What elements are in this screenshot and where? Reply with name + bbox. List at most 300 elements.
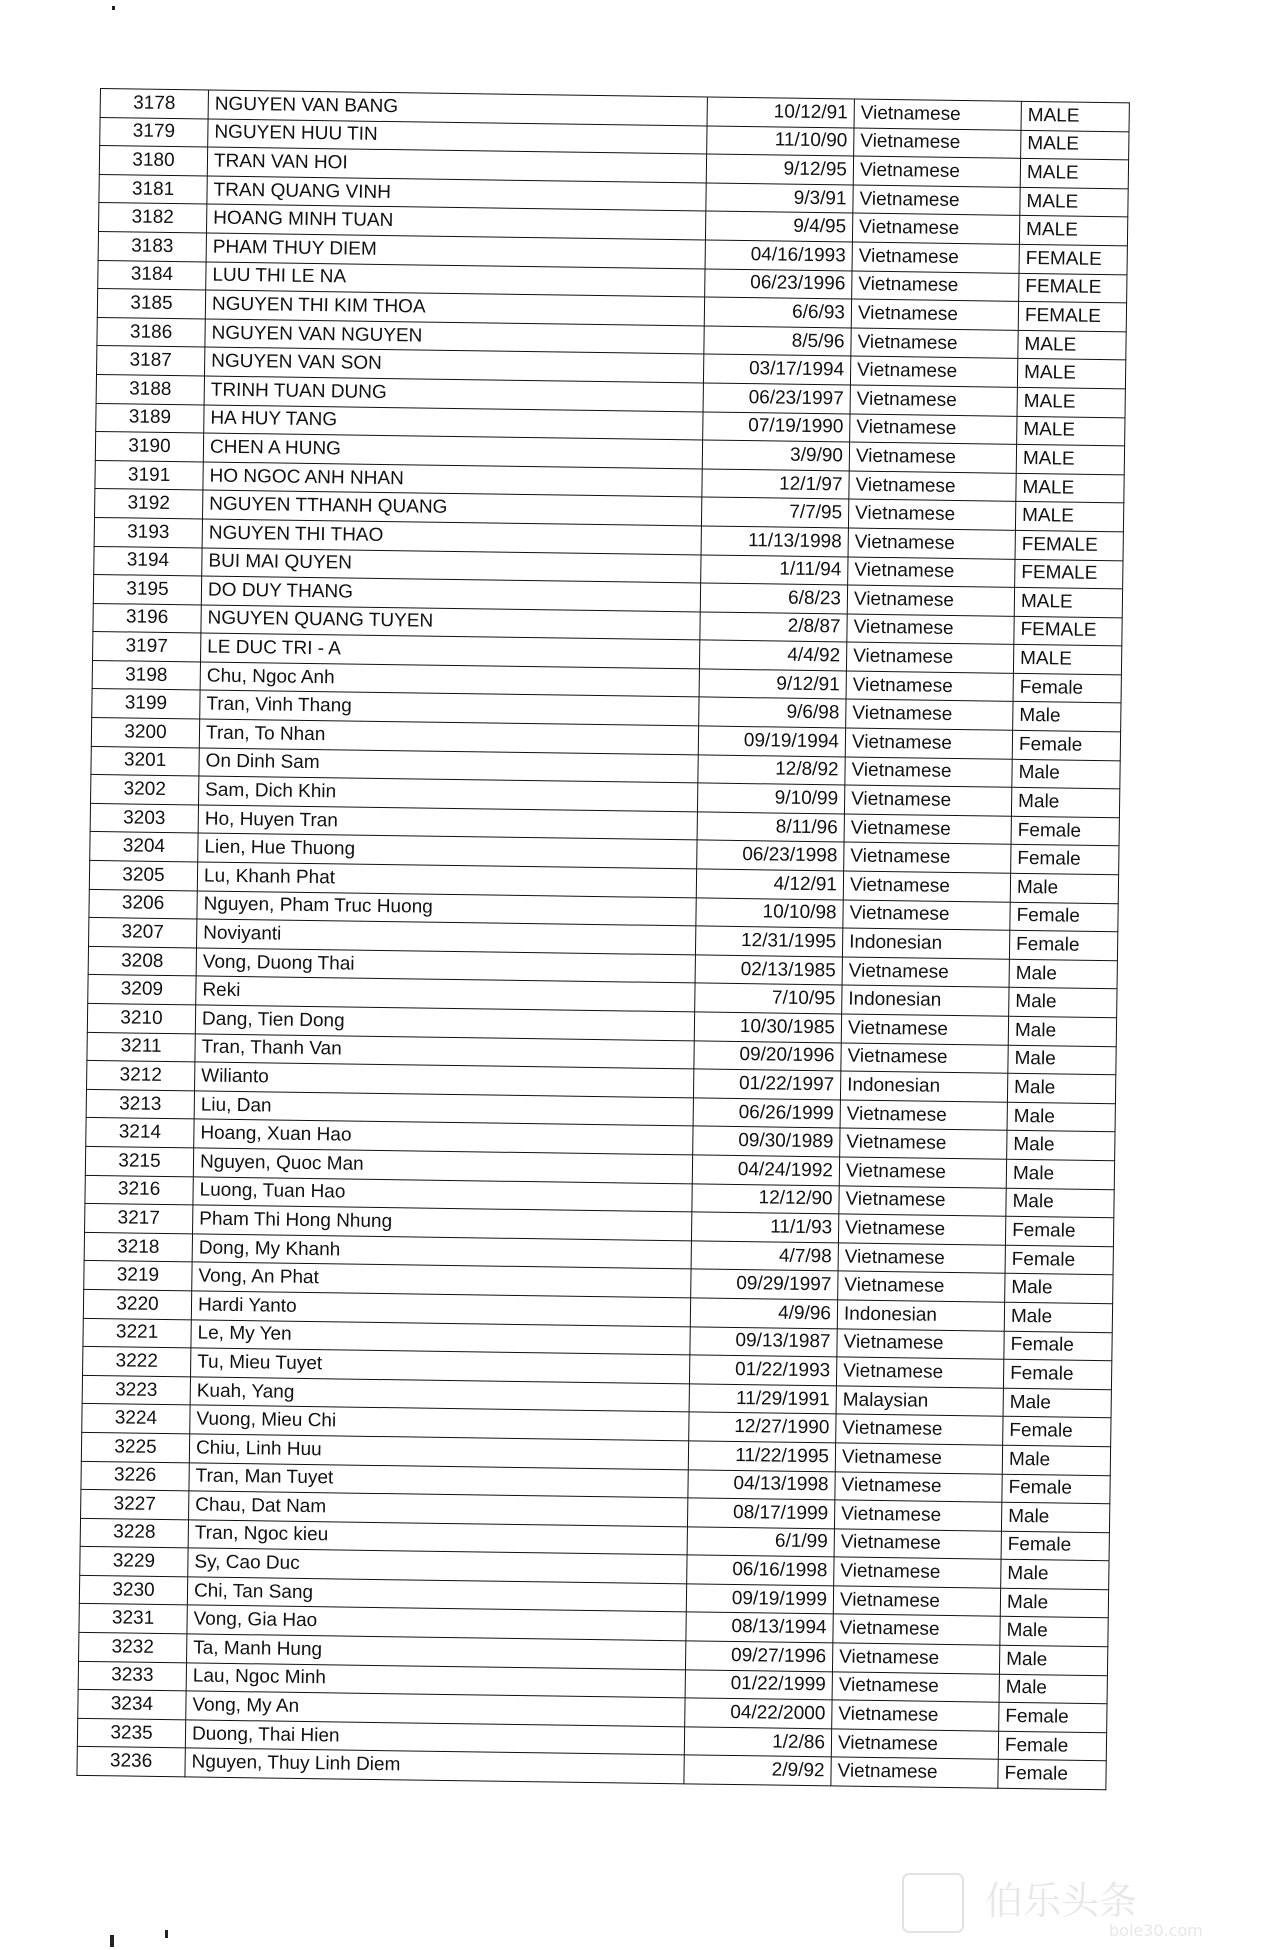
cell-nationality: Vietnamese — [843, 900, 1010, 931]
cell-name: Lien, Hue Thuong — [198, 833, 697, 869]
cell-name: Sy, Cao Duc — [188, 1548, 687, 1584]
cell-id: 3202 — [91, 775, 199, 805]
cell-gender: Female — [1010, 902, 1118, 932]
cell-id: 3206 — [89, 889, 197, 919]
cell-nationality: Vietnamese — [853, 185, 1020, 216]
roster-table — [76, 88, 1129, 1790]
cell-dob: 12/1/97 — [702, 469, 849, 500]
cell-nationality: Vietnamese — [852, 213, 1019, 244]
cell-id: 3234 — [78, 1690, 186, 1720]
cell-gender: MALE — [1015, 502, 1123, 532]
cell-name: PHAM THUY DIEM — [206, 233, 705, 269]
cell-id: 3191 — [95, 460, 203, 490]
cell-name: NGUYEN VAN SON — [204, 347, 703, 383]
cell-nationality: Vietnamese — [836, 1414, 1003, 1445]
cell-nationality: Vietnamese — [835, 1443, 1002, 1474]
cell-name: Wilianto — [195, 1062, 694, 1098]
cell-id: 3190 — [95, 432, 203, 462]
cell-gender: MALE — [1018, 330, 1126, 360]
cell-nationality: Vietnamese — [847, 585, 1014, 616]
cell-name: LUU THI LE NA — [206, 262, 705, 298]
cell-id: 3181 — [99, 174, 207, 204]
cell-nationality: Vietnamese — [838, 1271, 1005, 1302]
cell-id: 3230 — [79, 1575, 187, 1605]
cell-name: Tran, Thanh Van — [195, 1034, 694, 1070]
cell-id: 3232 — [79, 1632, 187, 1662]
cell-gender: Male — [999, 1645, 1107, 1675]
roster-table-body — [77, 89, 1129, 1790]
cell-dob: 10/10/98 — [696, 898, 843, 929]
cell-id: 3196 — [93, 603, 201, 633]
cell-dob: 6/1/99 — [687, 1527, 834, 1558]
cell-nationality: Vietnamese — [841, 1043, 1008, 1074]
cell-nationality: Vietnamese — [848, 528, 1015, 559]
cell-name: Pham Thi Hong Nhung — [193, 1205, 692, 1241]
cell-nationality: Vietnamese — [839, 1157, 1006, 1188]
cell-gender: Female — [1001, 1531, 1109, 1561]
cell-id: 3199 — [92, 689, 200, 719]
cell-id: 3227 — [81, 1489, 189, 1519]
cell-name: CHEN A HUNG — [203, 433, 702, 469]
cell-gender: FEMALE — [1019, 273, 1127, 303]
cell-nationality: Vietnamese — [832, 1643, 999, 1674]
cell-name: Chi, Tan Sang — [187, 1577, 686, 1613]
cell-gender: FEMALE — [1018, 302, 1126, 332]
cell-gender: Male — [1009, 959, 1117, 989]
cell-id: 3229 — [80, 1547, 188, 1577]
cell-dob: 11/29/1991 — [689, 1384, 836, 1415]
cell-gender: Male — [1006, 1159, 1114, 1189]
cell-dob: 09/13/1987 — [690, 1326, 837, 1357]
cell-gender: Female — [1003, 1359, 1111, 1389]
cell-id: 3215 — [85, 1146, 193, 1176]
cell-name: Tran, Vinh Thang — [200, 690, 699, 726]
cell-dob: 01/22/1993 — [689, 1355, 836, 1386]
cell-dob: 03/17/1994 — [703, 354, 850, 385]
cell-name: HA HUY TANG — [204, 405, 703, 441]
cell-id: 3214 — [86, 1118, 194, 1148]
cell-name: DO DUY THANG — [201, 576, 700, 612]
cell-nationality: Vietnamese — [834, 1557, 1001, 1588]
cell-id: 3193 — [94, 517, 202, 547]
cell-gender: Female — [1011, 816, 1119, 846]
cell-id: 3208 — [88, 946, 196, 976]
scan-speck-top — [112, 6, 115, 10]
cell-id: 3210 — [87, 1003, 195, 1033]
cell-gender: Male — [1001, 1502, 1109, 1532]
cell-name: Hoang, Xuan Hao — [194, 1119, 693, 1155]
cell-gender: Male — [1001, 1560, 1109, 1590]
cell-name: HOANG MINH TUAN — [206, 204, 705, 240]
cell-dob: 4/7/98 — [691, 1241, 838, 1272]
cell-nationality: Indonesian — [840, 1071, 1007, 1102]
cell-gender: FEMALE — [1019, 244, 1127, 274]
cell-nationality: Vietnamese — [842, 957, 1009, 988]
cell-dob: 04/22/2000 — [685, 1698, 832, 1729]
cell-dob: 01/22/1997 — [693, 1069, 840, 1100]
cell-dob: 8/11/96 — [697, 812, 844, 843]
cell-gender: Male — [1008, 1016, 1116, 1046]
cell-dob: 06/23/1997 — [703, 383, 850, 414]
cell-name: Duong, Thai Hien — [185, 1720, 684, 1756]
cell-nationality: Vietnamese — [849, 442, 1016, 473]
cell-dob: 4/12/91 — [696, 869, 843, 900]
cell-id: 3197 — [93, 632, 201, 662]
cell-dob: 9/12/95 — [706, 154, 853, 185]
cell-name: Luong, Tuan Hao — [193, 1176, 692, 1212]
cell-nationality: Vietnamese — [841, 1014, 1008, 1045]
cell-dob: 12/12/90 — [692, 1183, 839, 1214]
cell-dob: 06/23/1998 — [697, 840, 844, 871]
cell-id: 3184 — [98, 260, 206, 290]
cell-gender: Female — [1004, 1331, 1112, 1361]
cell-dob: 2/8/87 — [700, 612, 847, 643]
cell-dob: 10/30/1985 — [694, 1012, 841, 1043]
cell-nationality: Vietnamese — [849, 471, 1016, 502]
cell-gender: Male — [1005, 1274, 1113, 1304]
cell-nationality: Vietnamese — [846, 642, 1013, 673]
cell-nationality: Vietnamese — [852, 271, 1019, 302]
cell-name: Tran, Ngoc kieu — [188, 1520, 687, 1556]
cell-dob: 4/9/96 — [690, 1298, 837, 1329]
cell-nationality: Vietnamese — [844, 842, 1011, 873]
cell-gender: Male — [1012, 759, 1120, 789]
cell-name: LE DUC TRI - A — [200, 633, 699, 669]
cell-nationality: Vietnamese — [851, 299, 1018, 330]
cell-dob: 6/6/93 — [704, 297, 851, 328]
cell-nationality: Vietnamese — [840, 1128, 1007, 1159]
cell-nationality: Indonesian — [842, 985, 1009, 1016]
roster-sheet — [76, 88, 1119, 1790]
cell-dob: 09/19/1994 — [698, 726, 845, 757]
cell-gender: Male — [1003, 1388, 1111, 1418]
cell-nationality: Vietnamese — [832, 1672, 999, 1703]
cell-name: Nguyen, Quoc Man — [193, 1148, 692, 1184]
cell-name: NGUYEN TTHANH QUANG — [202, 490, 701, 526]
cell-nationality: Vietnamese — [853, 156, 1020, 187]
cell-dob: 07/19/1990 — [703, 411, 850, 442]
cell-id: 3183 — [98, 231, 206, 261]
cell-dob: 11/10/90 — [707, 126, 854, 157]
cell-id: 3211 — [87, 1032, 195, 1062]
cell-gender: Female — [1011, 845, 1119, 875]
watermark-text: 伯乐头条 — [985, 1879, 1138, 1923]
cell-name: Dang, Tien Dong — [195, 1005, 694, 1041]
cell-name: Ta, Manh Hung — [187, 1634, 686, 1670]
cell-dob: 11/22/1995 — [688, 1441, 835, 1472]
cell-dob: 12/8/92 — [698, 755, 845, 786]
cell-gender: Female — [998, 1760, 1106, 1790]
cell-nationality: Vietnamese — [834, 1529, 1001, 1560]
cell-nationality: Vietnamese — [831, 1757, 998, 1788]
cell-dob: 10/12/91 — [707, 97, 854, 128]
cell-dob: 9/4/95 — [705, 211, 852, 242]
cell-id: 3218 — [84, 1232, 192, 1262]
cell-id: 3226 — [81, 1461, 189, 1491]
cell-name: Vong, My An — [186, 1691, 685, 1727]
cell-nationality: Vietnamese — [851, 328, 1018, 359]
cell-nationality: Vietnamese — [837, 1328, 1004, 1359]
cell-id: 3213 — [86, 1089, 194, 1119]
cell-gender: Male — [1011, 788, 1119, 818]
cell-id: 3222 — [83, 1347, 191, 1377]
cell-id: 3178 — [100, 89, 208, 119]
cell-gender: MALE — [1019, 216, 1127, 246]
cell-name: Lau, Ngoc Minh — [186, 1663, 685, 1699]
cell-name: TRAN QUANG VINH — [207, 176, 706, 212]
cell-dob: 01/22/1999 — [685, 1669, 832, 1700]
cell-dob: 9/3/91 — [706, 183, 853, 214]
cell-name: Chau, Dat Nam — [189, 1491, 688, 1527]
cell-gender: Male — [1004, 1302, 1112, 1332]
cell-gender: MALE — [1021, 101, 1129, 131]
cell-nationality: Vietnamese — [846, 699, 1013, 730]
cell-nationality: Vietnamese — [845, 728, 1012, 759]
cell-name: Dong, My Khanh — [192, 1234, 691, 1270]
cell-gender: FEMALE — [1014, 616, 1122, 646]
cell-gender: MALE — [1021, 130, 1129, 160]
cell-id: 3223 — [82, 1375, 190, 1405]
cell-nationality: Vietnamese — [835, 1471, 1002, 1502]
cell-gender: Female — [1009, 931, 1117, 961]
cell-name: Hardi Yanto — [191, 1291, 690, 1327]
cell-id: 3203 — [90, 803, 198, 833]
cell-dob: 09/29/1997 — [691, 1269, 838, 1300]
cell-id: 3209 — [88, 975, 196, 1005]
cell-name: TRINH TUAN DUNG — [204, 376, 703, 412]
cell-id: 3221 — [83, 1318, 191, 1348]
cell-name: Vong, Duong Thai — [196, 948, 695, 984]
cell-id: 3185 — [97, 289, 205, 319]
cell-gender: Female — [1013, 673, 1121, 703]
cell-name: NGUYEN QUANG TUYEN — [201, 605, 700, 641]
cell-nationality: Vietnamese — [854, 128, 1021, 159]
cell-id: 3195 — [93, 575, 201, 605]
cell-gender: Male — [1007, 1102, 1115, 1132]
cell-name: Vuong, Mieu Chi — [190, 1405, 689, 1441]
cell-gender: MALE — [1017, 416, 1125, 446]
scan-speck-bottom — [165, 1930, 168, 1938]
cell-id: 3220 — [83, 1289, 191, 1319]
cell-dob: 06/23/1996 — [705, 269, 852, 300]
cell-nationality: Vietnamese — [843, 871, 1010, 902]
cell-dob: 8/5/96 — [704, 326, 851, 357]
cell-gender: FEMALE — [1015, 530, 1123, 560]
cell-id: 3179 — [100, 117, 208, 147]
cell-gender: Female — [1012, 730, 1120, 760]
cell-gender: Male — [1009, 988, 1117, 1018]
cell-id: 3192 — [95, 489, 203, 519]
cell-gender: MALE — [1020, 187, 1128, 217]
cell-id: 3182 — [98, 203, 206, 233]
cell-name: Kuah, Yang — [190, 1377, 689, 1413]
cell-dob: 4/4/92 — [699, 640, 846, 671]
cell-name: Reki — [196, 976, 695, 1012]
cell-name: TRAN VAN HOI — [207, 147, 706, 183]
cell-name: Nguyen, Thuy Linh Diem — [185, 1748, 684, 1784]
cell-nationality: Vietnamese — [844, 814, 1011, 845]
cell-name: Noviyanti — [197, 919, 696, 955]
cell-gender: Male — [1000, 1588, 1108, 1618]
cell-id: 3231 — [79, 1604, 187, 1634]
cell-id: 3187 — [97, 346, 205, 376]
cell-id: 3216 — [85, 1175, 193, 1205]
cell-gender: Female — [1003, 1417, 1111, 1447]
cell-id: 3236 — [77, 1747, 185, 1777]
cell-nationality: Vietnamese — [833, 1586, 1000, 1617]
cell-nationality: Vietnamese — [836, 1357, 1003, 1388]
cell-dob: 12/27/1990 — [689, 1412, 836, 1443]
cell-id: 3225 — [81, 1432, 189, 1462]
cell-name: On Dinh Sam — [199, 748, 698, 784]
cell-nationality: Vietnamese — [854, 99, 1021, 130]
cell-id: 3207 — [89, 918, 197, 948]
cell-dob: 04/24/1992 — [692, 1155, 839, 1186]
cell-nationality: Vietnamese — [834, 1500, 1001, 1531]
cell-nationality: Vietnamese — [850, 356, 1017, 387]
cell-id: 3186 — [97, 317, 205, 347]
cell-name: HO NGOC ANH NHAN — [203, 462, 702, 498]
cell-dob: 9/12/91 — [699, 669, 846, 700]
cell-name: Nguyen, Pham Truc Huong — [197, 891, 696, 927]
cell-name: Sam, Dich Khin — [199, 776, 698, 812]
cell-name: BUI MAI QUYEN — [202, 547, 701, 583]
cell-nationality: Vietnamese — [850, 414, 1017, 445]
cell-dob: 2/9/92 — [684, 1755, 831, 1786]
cell-name: Chiu, Linh Huu — [189, 1434, 688, 1470]
cell-gender: Male — [1013, 702, 1121, 732]
cell-dob: 11/13/1998 — [701, 526, 848, 557]
cell-name: Lu, Khanh Phat — [197, 862, 696, 898]
cell-nationality: Indonesian — [842, 928, 1009, 959]
cell-gender: Female — [1005, 1245, 1113, 1275]
cell-nationality: Vietnamese — [839, 1185, 1006, 1216]
cell-name: NGUYEN HUU TIN — [208, 119, 707, 155]
cell-gender: MALE — [1016, 444, 1124, 474]
cell-gender: MALE — [1013, 645, 1121, 675]
cell-nationality: Vietnamese — [852, 242, 1019, 273]
cell-id: 3180 — [99, 146, 207, 176]
cell-dob: 09/20/1996 — [694, 1040, 841, 1071]
cell-dob: 3/9/90 — [702, 440, 849, 471]
cell-name: NGUYEN THI THAO — [202, 519, 701, 555]
cell-nationality: Vietnamese — [838, 1243, 1005, 1274]
cell-dob: 6/8/23 — [700, 583, 847, 614]
cell-name: Vong, Gia Hao — [187, 1605, 686, 1641]
cell-name: Vong, An Phat — [192, 1262, 691, 1298]
cell-dob: 9/10/99 — [697, 783, 844, 814]
cell-name: Le, My Yen — [191, 1319, 690, 1355]
cell-gender: Male — [1000, 1617, 1108, 1647]
cell-dob: 04/13/1998 — [688, 1469, 835, 1500]
cell-dob: 1/11/94 — [701, 554, 848, 585]
cell-dob: 11/1/93 — [691, 1212, 838, 1243]
cell-id: 3201 — [91, 746, 199, 776]
cell-gender: Male — [1007, 1073, 1115, 1103]
cell-id: 3194 — [94, 546, 202, 576]
cell-gender: Male — [1008, 1045, 1116, 1075]
cell-gender: MALE — [1016, 473, 1124, 503]
cell-gender: Female — [998, 1731, 1106, 1761]
cell-dob: 7/7/95 — [701, 497, 848, 528]
cell-gender: MALE — [1017, 387, 1125, 417]
cell-dob: 12/31/1995 — [695, 926, 842, 957]
cell-nationality: Indonesian — [837, 1300, 1004, 1331]
cell-id: 3188 — [96, 374, 204, 404]
cell-name: Tran, Man Tuyet — [189, 1462, 688, 1498]
watermark-site: bole30.com — [1109, 1921, 1203, 1940]
cell-dob: 04/16/1993 — [705, 240, 852, 271]
cell-name: Ho, Huyen Tran — [198, 805, 697, 841]
cell-dob: 1/2/86 — [684, 1727, 831, 1758]
scan-speck-bottom-left — [110, 1935, 114, 1947]
cell-nationality: Vietnamese — [848, 556, 1015, 587]
cell-id: 3224 — [82, 1404, 190, 1434]
cell-name: Liu, Dan — [194, 1091, 693, 1127]
cell-dob: 09/19/1999 — [686, 1584, 833, 1615]
cell-id: 3205 — [89, 860, 197, 890]
cell-id: 3235 — [77, 1718, 185, 1748]
watermark-logo — [899, 1866, 1259, 1940]
cell-id: 3200 — [91, 718, 199, 748]
cell-name: NGUYEN VAN NGUYEN — [205, 319, 704, 355]
cell-gender: Female — [999, 1702, 1107, 1732]
cell-gender: MALE — [1017, 359, 1125, 389]
cell-id: 3233 — [78, 1661, 186, 1691]
cell-dob: 02/13/1985 — [695, 955, 842, 986]
cell-nationality: Vietnamese — [844, 785, 1011, 816]
cell-id: 3198 — [92, 660, 200, 690]
cell-id: 3228 — [80, 1518, 188, 1548]
cell-id: 3217 — [85, 1204, 193, 1234]
cell-dob: 08/17/1999 — [687, 1498, 834, 1529]
cell-gender: Male — [1006, 1188, 1114, 1218]
cell-dob: 7/10/95 — [695, 983, 842, 1014]
cell-gender: Male — [1010, 873, 1118, 903]
cell-nationality: Vietnamese — [846, 671, 1013, 702]
cell-gender: MALE — [1014, 587, 1122, 617]
cell-dob: 09/30/1989 — [693, 1126, 840, 1157]
cell-nationality: Vietnamese — [831, 1729, 998, 1760]
cell-nationality: Vietnamese — [832, 1700, 999, 1731]
cell-gender: Male — [999, 1674, 1107, 1704]
cell-name: Chu, Ngoc Anh — [200, 662, 699, 698]
cell-name: Tran, To Nhan — [199, 719, 698, 755]
cell-name: NGUYEN VAN BANG — [208, 90, 707, 126]
cell-gender: Female — [1005, 1216, 1113, 1246]
cell-gender: Male — [1007, 1131, 1115, 1161]
cell-gender: MALE — [1020, 159, 1128, 189]
cell-name: NGUYEN THI KIM THOA — [205, 290, 704, 326]
cell-nationality: Vietnamese — [833, 1614, 1000, 1645]
cell-gender: FEMALE — [1015, 559, 1123, 589]
cell-dob: 06/16/1998 — [687, 1555, 834, 1586]
cell-gender: Female — [1002, 1474, 1110, 1504]
cell-id: 3189 — [96, 403, 204, 433]
cell-id: 3219 — [84, 1261, 192, 1291]
cell-name: Tu, Mieu Tuyet — [191, 1348, 690, 1384]
cell-dob: 06/26/1999 — [693, 1098, 840, 1129]
cell-dob: 08/13/1994 — [686, 1612, 833, 1643]
cell-nationality: Vietnamese — [845, 757, 1012, 788]
cell-nationality: Vietnamese — [840, 1100, 1007, 1131]
cell-dob: 9/6/98 — [699, 697, 846, 728]
cell-nationality: Vietnamese — [850, 385, 1017, 416]
cell-nationality: Vietnamese — [838, 1214, 1005, 1245]
cell-dob: 09/27/1996 — [685, 1641, 832, 1672]
cell-nationality: Vietnamese — [848, 499, 1015, 530]
cell-nationality: Vietnamese — [847, 614, 1014, 645]
